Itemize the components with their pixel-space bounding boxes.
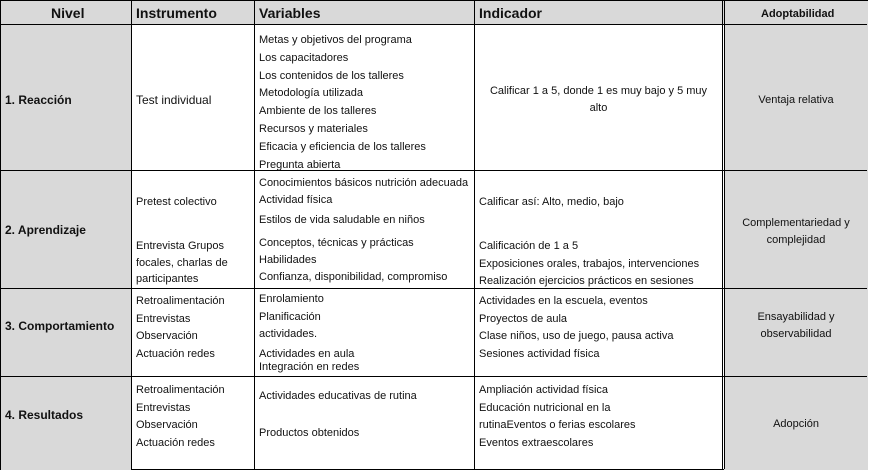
row2-instrumento-pretest: Pretest colectivo [136, 196, 217, 208]
row4-instrumento: Retroalimentación Entrevistas Observación Actuación redes [136, 384, 225, 449]
row1-nivel: 1. Reacción [5, 93, 72, 107]
nivel-column-background [1, 25, 131, 470]
row3-variables: Enrolamiento Planificación actividades. Actividades en aula Integración en redes [259, 293, 360, 373]
row2-indicador-calificar: Calificar así: Alto, medio, bajo [479, 196, 624, 208]
row2-adoptabilidad: Complementariedad y complejidad [742, 217, 850, 246]
header-variables: Variables [259, 5, 321, 21]
row4-adoptabilidad: Adopción [773, 418, 819, 430]
row1-variables: Metas y objetivos del programa Los capacitadores Los contenidos de los talleres Metodología utilizada Ambiente de los talleres Recursos y materiales Eficacia y eficiencia de los talleres Pregunta abierta [259, 34, 426, 171]
row2-indicador-list: Calificación de 1 a 5 Exposiciones orales, trabajos, intervenciones Realización ejercicios prácticos en sesiones [479, 240, 700, 287]
row1-indicador: Calificar 1 a 5, donde 1 es muy bajo y 5 muy alto [489, 85, 708, 114]
row4-indicador: Ampliación actividad física Educación nutricional en la rutinaEventos o ferias escolares Eventos extraescolares [479, 384, 636, 449]
header-instrumento: Instrumento [136, 5, 217, 21]
row2-nivel: 2. Aprendizaje [5, 223, 86, 237]
header-indicador: Indicador [479, 5, 543, 21]
row1-instrumento: Test individual [136, 93, 212, 107]
row2-instrumento-entrevista: Entrevista Grupos focales, charlas de participantes [136, 240, 228, 285]
row2-variables: Conocimientos básicos nutrición adecuada Actividad física Estilos de vida saludable en niños Conceptos, técnicas y prácticas Habilidades Confianza, disponibilidad, compromiso [259, 177, 469, 283]
header-row [1, 1, 724, 25]
row3-instrumento: Retroalimentación Entrevistas Observación Actuación redes [136, 295, 225, 360]
row3-nivel: 3. Comportamiento [5, 319, 115, 333]
header-nivel: Nivel [51, 5, 85, 21]
row3-adoptabilidad: Ensayabilidad y observabilidad [757, 311, 835, 340]
row3-indicador: Actividades en la escuela, eventos Proyectos de aula Clase niños, uso de juego, pausa activa Sesiones actividad física [479, 295, 674, 360]
row4-nivel: 4. Resultados [5, 408, 84, 422]
header-adoptabilidad: Adoptabilidad [761, 8, 835, 20]
row4-variables-actividades: Actividades educativas de rutina [259, 390, 417, 402]
row1-adoptabilidad: Ventaja relativa [758, 94, 834, 106]
row4-variables-productos: Productos obtenidos [259, 427, 360, 439]
